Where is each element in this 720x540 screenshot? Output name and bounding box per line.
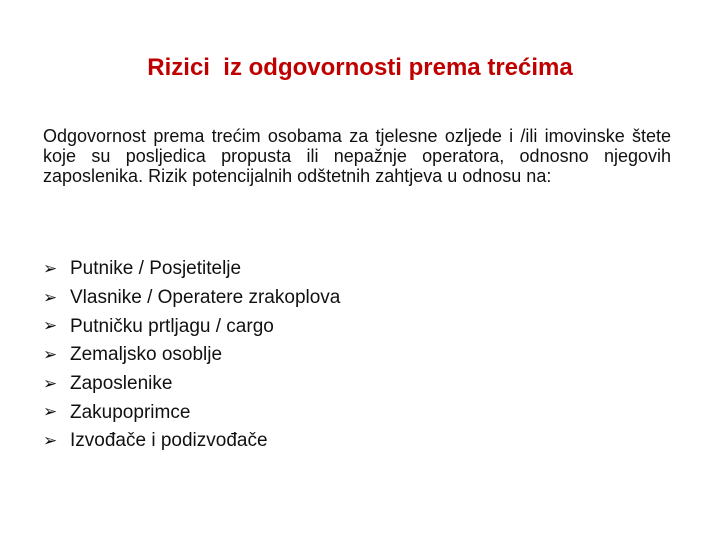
list-item-label: Zakupoprimce	[70, 401, 191, 423]
list-item	[43, 370, 643, 399]
list-item	[43, 312, 643, 341]
list-item-label: Putničku prtljagu / cargo	[70, 315, 274, 337]
list-item	[43, 284, 643, 313]
bullet-list	[43, 255, 643, 456]
arrow-bullet-icon: ➢	[43, 402, 58, 423]
arrow-bullet-icon: ➢	[43, 430, 58, 451]
list-item-label: Izvođače i podizvođače	[70, 430, 268, 452]
arrow-bullet-icon: ➢	[43, 258, 58, 279]
list-item-label: Zaposlenike	[70, 373, 173, 395]
list-item-label: Zemaljsko osoblje	[70, 344, 223, 366]
list-item	[43, 341, 643, 370]
list-item	[43, 427, 643, 456]
list-item	[43, 398, 643, 427]
slide-title: Rizici iz odgovornosti prema trećima	[147, 54, 573, 81]
arrow-bullet-icon: ➢	[43, 373, 58, 394]
arrow-bullet-icon: ➢	[43, 344, 58, 365]
intro-paragraph: Odgovornost prema trećim osobama za tjelesne ozljede i /ili imovinske štete koje su posljedica propusta ili nepažnje operatora, odnosno njegovih zaposlenika. Rizik potencijalnih odštetnih zahtjeva u odnosu na:	[43, 126, 671, 186]
list-item-label: Putnike / Posjetitelje	[70, 258, 242, 280]
arrow-bullet-icon: ➢	[43, 287, 58, 308]
list-item-label: Vlasnike / Operatere zrakoplova	[70, 287, 341, 309]
list-item	[43, 255, 643, 284]
arrow-bullet-icon: ➢	[43, 316, 58, 337]
